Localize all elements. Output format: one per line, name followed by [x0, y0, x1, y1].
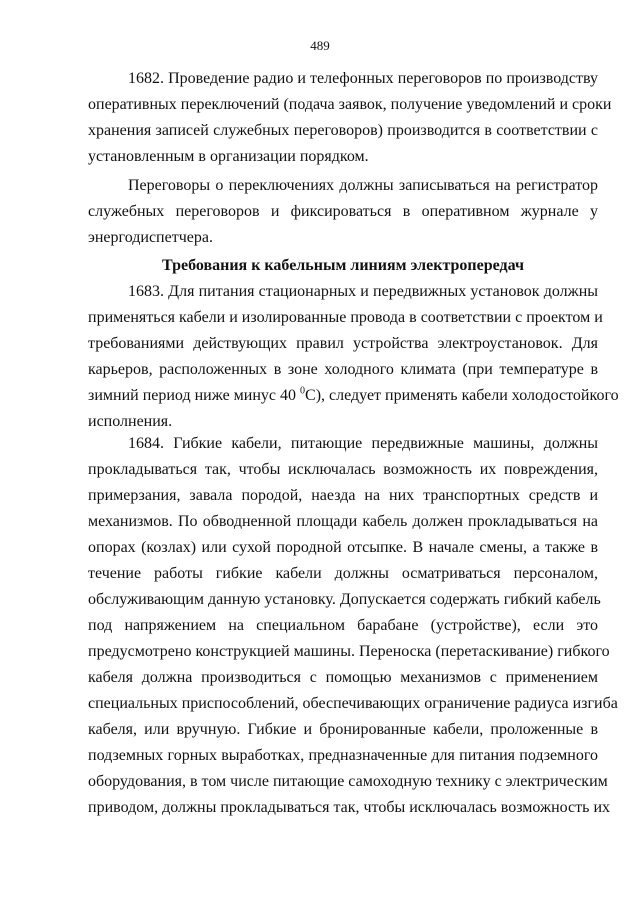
line-segment: зимний период ниже минус 40 [88, 387, 301, 404]
paragraph-line: 1684. Гибкие кабели, питающие передвижные машины, должны [128, 435, 598, 452]
paragraph-line: применяться кабели и изолированные провода в соответствии с проектом и [88, 309, 603, 326]
paragraph-line [88, 383, 619, 409]
paragraph-line: течение работы гибкие кабели должны осматриваться персоналом, [88, 565, 598, 582]
paragraph-line: хранения записей служебных переговоров) производится в соответствии с [88, 122, 598, 139]
paragraph-line: кабеля, или вручную. Гибкие и бронированные кабели, проложенные в [88, 721, 598, 738]
paragraph-line: установленным в организации порядком. [88, 148, 369, 165]
paragraph-line: примерзания, завала породой, наезда на них транспортных средств и [88, 487, 598, 504]
paragraph-line: Переговоры о переключениях должны записываться на регистратор [128, 177, 598, 194]
paragraph-line: оборудования, в том числе питающие самоходную технику с электрическим [88, 773, 608, 790]
paragraph-1683 [88, 279, 619, 435]
paragraph-line: обслуживающим данную установку. Допускается содержать гибкий кабель [88, 591, 601, 608]
paragraph-line: под напряжением на специальном барабане (устройстве), если это [88, 617, 598, 634]
paragraph-line: 1682. Проведение радио и телефонных переговоров по производству [128, 70, 598, 87]
paragraph-line: энергодиспетчера. [88, 229, 213, 246]
paragraph-1682 [88, 66, 612, 170]
paragraph-negotiations [88, 173, 598, 251]
line-segment: С), следует применять кабели холодостойкого [305, 387, 619, 404]
section-heading: Требования к кабельным линиям электропередач [162, 257, 524, 274]
paragraph-line: кабеля должна производиться с помощью механизмов с применением [88, 669, 598, 686]
paragraph-line: приводом, должны прокладываться так, чтобы исключалась возможность их [88, 799, 610, 816]
section-heading-block [88, 253, 598, 279]
paragraph-line: оперативных переключений (подача заявок, получение уведомлений и сроки [88, 96, 612, 113]
paragraph-line: предусмотрено конструкцией машины. Переноска (перетаскивание) гибкого [88, 643, 610, 660]
paragraph-line: 1683. Для питания стационарных и передвижных установок должны [128, 283, 598, 300]
paragraph-1684 [88, 431, 618, 821]
page-number: 489 [310, 38, 330, 53]
paragraph-line: служебных переговоров и фиксироваться в оперативном журнале у [88, 203, 598, 220]
paragraph-line: прокладываться так, чтобы исключалась возможность их повреждения, [88, 461, 598, 478]
paragraph-line: карьеров, расположенных в зоне холодного климата (при температуре в [88, 361, 598, 378]
paragraph-line: требованиями действующих правил устройства электроустановок. Для [88, 335, 598, 352]
paragraph-line: специальных приспособлений, обеспечивающих ограничение радиуса изгиба [88, 695, 618, 712]
paragraph-line: опорах (козлах) или сухой породной отсыпке. В начале смены, а также в [88, 539, 598, 556]
degree-superscript: 0 [300, 385, 306, 397]
paragraph-line: механизмов. По обводненной площади кабель должен прокладываться на [88, 513, 598, 530]
paragraph-line: подземных горных выработках, предназначенные для питания подземного [88, 747, 598, 764]
paragraph-line: исполнения. [88, 413, 173, 430]
